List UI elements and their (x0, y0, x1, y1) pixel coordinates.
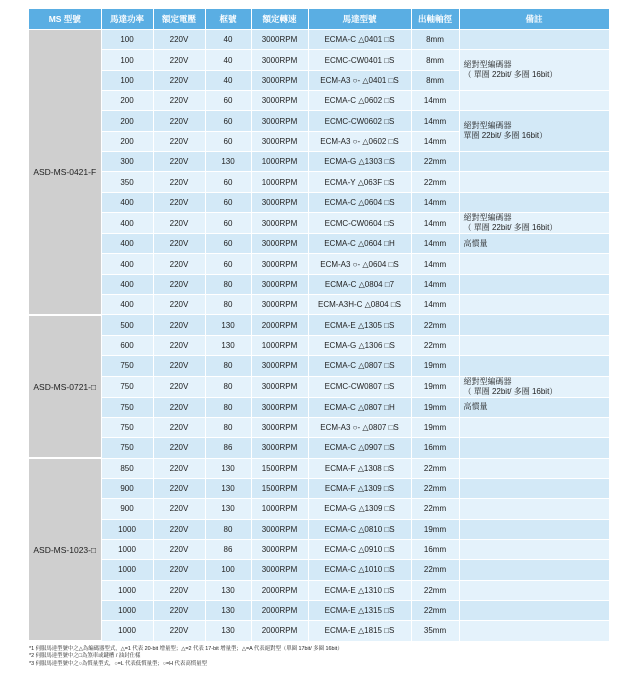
table-row (29, 315, 609, 335)
table-row (29, 192, 609, 212)
cell-frame: 60 (205, 131, 251, 151)
cell-shaft: 22mm (411, 478, 459, 498)
cell-remarks (459, 478, 609, 498)
cell-voltage: 220V (153, 376, 205, 397)
remark-line: （ 單圈 22bit/ 多圈 16bit） (463, 223, 558, 233)
table-row (29, 580, 609, 600)
cell-power: 100 (101, 50, 153, 70)
cell-model: ECMA-C △0602 □S (308, 91, 411, 111)
cell-frame: 130 (205, 499, 251, 519)
cell-power: 400 (101, 192, 153, 212)
cell-voltage: 220V (153, 621, 205, 641)
remark-line: （ 單圈 22bit/ 多圈 16bit） (463, 70, 558, 80)
header-motor-power: 馬達功率 (101, 9, 153, 30)
cell-shaft: 14mm (411, 131, 459, 151)
header-frame: 框號 (205, 9, 251, 30)
cell-power: 750 (101, 417, 153, 437)
cell-power: 200 (101, 131, 153, 151)
cell-shaft: 22mm (411, 499, 459, 519)
cell-model: ECMA-C △0807 □H (308, 397, 411, 417)
cell-remarks (459, 30, 609, 50)
cell-speed: 3000RPM (251, 519, 308, 539)
cell-speed: 1000RPM (251, 499, 308, 519)
cell-model: ECMA-E △1310 □S (308, 580, 411, 600)
cell-model: ECMC-CW0807 □S (308, 376, 411, 397)
cell-voltage: 220V (153, 417, 205, 437)
cell-frame: 40 (205, 70, 251, 90)
cell-frame: 80 (205, 519, 251, 539)
cell-speed: 3000RPM (251, 234, 308, 254)
cell-remarks (459, 172, 609, 192)
cell-voltage: 220V (153, 213, 205, 234)
cell-model: ECMA-F △1308 □S (308, 458, 411, 478)
cell-frame: 80 (205, 417, 251, 437)
cell-shaft: 14mm (411, 295, 459, 315)
table-row (29, 417, 609, 437)
cell-remarks (459, 499, 609, 519)
cell-model: ECMA-C △0810 □S (308, 519, 411, 539)
cell-shaft: 19mm (411, 519, 459, 539)
cell-shaft: 22mm (411, 152, 459, 172)
cell-remarks (459, 254, 609, 274)
table-row (29, 111, 609, 131)
cell-shaft: 19mm (411, 356, 459, 376)
cell-speed: 3000RPM (251, 213, 308, 234)
table-row (29, 254, 609, 274)
cell-model: ECMA-E △1315 □S (308, 600, 411, 620)
cell-voltage: 220V (153, 30, 205, 50)
cell-voltage: 220V (153, 274, 205, 294)
cell-frame: 86 (205, 539, 251, 559)
cell-shaft: 22mm (411, 315, 459, 335)
cell-speed: 3000RPM (251, 438, 308, 458)
cell-power: 200 (101, 91, 153, 111)
cell-shaft: 16mm (411, 438, 459, 458)
cell-power: 400 (101, 234, 153, 254)
cell-model: ECMA-C △0604 □S (308, 192, 411, 212)
table-row (29, 376, 609, 397)
table-row (29, 234, 609, 254)
header-rated-voltage: 額定電壓 (153, 9, 205, 30)
cell-remarks (459, 91, 609, 111)
cell-frame: 130 (205, 478, 251, 498)
cell-shaft: 14mm (411, 274, 459, 294)
cell-voltage: 220V (153, 131, 205, 151)
table-row (29, 335, 609, 355)
cell-frame: 80 (205, 274, 251, 294)
cell-frame: 130 (205, 335, 251, 355)
table-row (29, 91, 609, 111)
cell-voltage: 220V (153, 335, 205, 355)
cell-voltage: 220V (153, 152, 205, 172)
table-row (29, 152, 609, 172)
cell-speed: 3000RPM (251, 274, 308, 294)
cell-shaft: 8mm (411, 30, 459, 50)
cell-speed: 3000RPM (251, 192, 308, 212)
cell-shaft: 14mm (411, 213, 459, 234)
table-row (29, 50, 609, 70)
cell-speed: 2000RPM (251, 315, 308, 335)
cell-voltage: 220V (153, 356, 205, 376)
cell-speed: 1000RPM (251, 172, 308, 192)
cell-speed: 3000RPM (251, 91, 308, 111)
cell-frame: 130 (205, 580, 251, 600)
cell-model: ECM-A3 ○- △0602 □S (308, 131, 411, 151)
cell-shaft: 35mm (411, 621, 459, 641)
cell-speed: 1500RPM (251, 478, 308, 498)
cell-remarks (459, 519, 609, 539)
cell-remarks (459, 580, 609, 600)
cell-shaft: 8mm (411, 50, 459, 70)
cell-speed: 1500RPM (251, 458, 308, 478)
cell-remarks (459, 376, 609, 397)
cell-voltage: 220V (153, 499, 205, 519)
cell-frame: 60 (205, 172, 251, 192)
cell-remarks (459, 621, 609, 641)
cell-shaft: 19mm (411, 417, 459, 437)
cell-power: 1000 (101, 519, 153, 539)
cell-frame: 80 (205, 397, 251, 417)
cell-speed: 3000RPM (251, 111, 308, 131)
cell-model: ECMA-C △0804 □7 (308, 274, 411, 294)
cell-model: ECMA-E △1305 □S (308, 315, 411, 335)
footnote-1: *1 伺服馬達型號中之△為編碼器型式，△=1 代表 20-bit 增量型；△=2 代表 17-bit 增量型；△=A 代表絕對型（單圈 17bit/ 多圈 16bit） (29, 646, 343, 652)
cell-shaft: 22mm (411, 335, 459, 355)
cell-frame: 80 (205, 376, 251, 397)
cell-remarks (459, 50, 609, 91)
cell-model: ECMA-C △0807 □S (308, 356, 411, 376)
remark-line: 單圈 22bit/ 多圈 16bit） (463, 131, 548, 141)
cell-model: ECMA-G △1303 □S (308, 152, 411, 172)
cell-speed: 2000RPM (251, 580, 308, 600)
cell-frame: 80 (205, 356, 251, 376)
cell-voltage: 220V (153, 254, 205, 274)
cell-speed: 3000RPM (251, 560, 308, 580)
cell-voltage: 220V (153, 234, 205, 254)
footnote-2: *2 伺服馬達型號中之□為煞車或鍵槽 / 油封仕樣 (29, 653, 141, 660)
cell-model: ECM-A3H-C △0804 □S (308, 295, 411, 315)
cell-power: 900 (101, 499, 153, 519)
cell-power: 350 (101, 172, 153, 192)
cell-model: ECM-A3 ○- △0604 □S (308, 254, 411, 274)
header-motor-model: 馬達型號 (308, 9, 411, 30)
cell-remarks: 高慣量 (459, 234, 609, 254)
cell-speed: 3000RPM (251, 295, 308, 315)
cell-voltage: 220V (153, 458, 205, 478)
ms-model-group-cell: ASD-MS-0421-F (29, 30, 101, 315)
cell-model: ECMA-G △1306 □S (308, 335, 411, 355)
cell-model: ECMC-CW0602 □S (308, 111, 411, 131)
cell-voltage: 220V (153, 397, 205, 417)
cell-power: 1000 (101, 560, 153, 580)
cell-power: 750 (101, 397, 153, 417)
cell-model: ECMC-CW0604 □S (308, 213, 411, 234)
cell-speed: 3000RPM (251, 376, 308, 397)
cell-remarks (459, 295, 609, 315)
cell-model: ECM-A3 ○- △0807 □S (308, 417, 411, 437)
cell-frame: 60 (205, 213, 251, 234)
cell-remarks (459, 192, 609, 212)
table-row (29, 519, 609, 539)
cell-voltage: 220V (153, 580, 205, 600)
table-row (29, 213, 609, 234)
cell-shaft: 19mm (411, 376, 459, 397)
cell-frame: 130 (205, 315, 251, 335)
cell-frame: 100 (205, 560, 251, 580)
cell-voltage: 220V (153, 70, 205, 90)
cell-power: 1000 (101, 621, 153, 641)
cell-frame: 80 (205, 295, 251, 315)
cell-power: 400 (101, 274, 153, 294)
cell-frame: 86 (205, 438, 251, 458)
table-row (29, 478, 609, 498)
cell-frame: 40 (205, 50, 251, 70)
cell-frame: 130 (205, 458, 251, 478)
cell-remarks (459, 335, 609, 355)
cell-voltage: 220V (153, 295, 205, 315)
cell-power: 100 (101, 70, 153, 90)
motor-spec-table (29, 9, 610, 642)
cell-shaft: 22mm (411, 600, 459, 620)
cell-remarks (459, 152, 609, 172)
cell-power: 300 (101, 152, 153, 172)
cell-speed: 1000RPM (251, 152, 308, 172)
table-row (29, 295, 609, 315)
cell-model: ECMA-C △0910 □S (308, 539, 411, 559)
cell-voltage: 220V (153, 519, 205, 539)
cell-voltage: 220V (153, 172, 205, 192)
cell-power: 750 (101, 376, 153, 397)
cell-remarks (459, 560, 609, 580)
cell-remarks: 高慣量 (459, 397, 609, 417)
cell-voltage: 220V (153, 91, 205, 111)
cell-frame: 130 (205, 152, 251, 172)
cell-speed: 2000RPM (251, 600, 308, 620)
cell-power: 200 (101, 111, 153, 131)
cell-power: 1000 (101, 580, 153, 600)
cell-voltage: 220V (153, 539, 205, 559)
cell-power: 850 (101, 458, 153, 478)
cell-shaft: 14mm (411, 192, 459, 212)
cell-voltage: 220V (153, 192, 205, 212)
cell-power: 750 (101, 438, 153, 458)
cell-speed: 3000RPM (251, 539, 308, 559)
cell-power: 100 (101, 30, 153, 50)
cell-frame: 60 (205, 192, 251, 212)
cell-speed: 3000RPM (251, 50, 308, 70)
header-shaft-diameter: 出軸軸徑 (411, 9, 459, 30)
cell-frame: 60 (205, 91, 251, 111)
cell-model: ECMA-E △1815 □S (308, 621, 411, 641)
cell-shaft: 14mm (411, 254, 459, 274)
cell-frame: 130 (205, 621, 251, 641)
cell-model: ECM-A3 ○- △0401 □S (308, 70, 411, 90)
cell-speed: 3000RPM (251, 254, 308, 274)
cell-shaft: 22mm (411, 458, 459, 478)
cell-model: ECMA-C △0401 □S (308, 30, 411, 50)
cell-remarks (459, 111, 609, 152)
header-row (29, 9, 609, 30)
cell-model: ECMA-C △1010 □S (308, 560, 411, 580)
ms-model-group-cell: ASD-MS-0721-□ (29, 315, 101, 458)
table-row (29, 499, 609, 519)
cell-shaft: 14mm (411, 91, 459, 111)
cell-power: 500 (101, 315, 153, 335)
cell-shaft: 14mm (411, 111, 459, 131)
cell-power: 600 (101, 335, 153, 355)
cell-speed: 3000RPM (251, 70, 308, 90)
cell-model: ECMA-G △1309 □S (308, 499, 411, 519)
cell-power: 400 (101, 213, 153, 234)
cell-power: 1000 (101, 600, 153, 620)
table-row (29, 600, 609, 620)
cell-voltage: 220V (153, 315, 205, 335)
cell-shaft: 14mm (411, 234, 459, 254)
table-row (29, 172, 609, 192)
cell-voltage: 220V (153, 438, 205, 458)
cell-shaft: 8mm (411, 70, 459, 90)
table-row (29, 30, 609, 50)
table-row (29, 621, 609, 641)
cell-frame: 60 (205, 254, 251, 274)
footnotes (29, 646, 609, 668)
cell-speed: 3000RPM (251, 131, 308, 151)
table-row (29, 539, 609, 559)
cell-remarks (459, 539, 609, 559)
header-rated-speed: 額定轉速 (251, 9, 308, 30)
cell-speed: 3000RPM (251, 30, 308, 50)
cell-shaft: 22mm (411, 580, 459, 600)
cell-voltage: 220V (153, 50, 205, 70)
footnote-3: *3 伺服馬達型號中之○為慣量型式，○=L 代表低慣量型；○=H 代表高慣量型 (29, 660, 207, 667)
cell-speed: 1000RPM (251, 335, 308, 355)
cell-frame: 130 (205, 600, 251, 620)
table-row (29, 274, 609, 294)
cell-voltage: 220V (153, 111, 205, 131)
cell-power: 900 (101, 478, 153, 498)
cell-voltage: 220V (153, 600, 205, 620)
cell-remarks (459, 213, 609, 234)
cell-remarks (459, 315, 609, 335)
cell-power: 1000 (101, 539, 153, 559)
cell-shaft: 16mm (411, 539, 459, 559)
cell-voltage: 220V (153, 560, 205, 580)
cell-model: ECMA-F △1309 □S (308, 478, 411, 498)
cell-remarks (459, 417, 609, 437)
cell-speed: 2000RPM (251, 621, 308, 641)
cell-speed: 3000RPM (251, 356, 308, 376)
cell-remarks (459, 458, 609, 478)
cell-shaft: 22mm (411, 172, 459, 192)
cell-power: 400 (101, 295, 153, 315)
remark-line: （ 單圈 22bit/ 多圈 16bit） (463, 386, 558, 396)
cell-remarks (459, 600, 609, 620)
cell-remarks (459, 438, 609, 458)
cell-power: 750 (101, 356, 153, 376)
cell-shaft: 19mm (411, 397, 459, 417)
table-row (29, 560, 609, 580)
remark-line: 絕對型編碼器 (463, 121, 512, 131)
remark-line: 絕對型編碼器 (463, 60, 512, 70)
cell-model: ECMA-C △0604 □H (308, 234, 411, 254)
cell-shaft: 22mm (411, 560, 459, 580)
cell-model: ECMC-CW0401 □S (308, 50, 411, 70)
cell-frame: 40 (205, 30, 251, 50)
cell-frame: 60 (205, 111, 251, 131)
ms-model-group-cell: ASD-MS-1023-□ (29, 458, 101, 641)
table-row (29, 356, 609, 376)
cell-model: ECMA-Y △063F □S (308, 172, 411, 192)
header-ms-model: MS 型號 (29, 9, 101, 30)
cell-voltage: 220V (153, 478, 205, 498)
cell-remarks (459, 356, 609, 376)
cell-model: ECMA-C △0907 □S (308, 438, 411, 458)
table-body (29, 30, 609, 642)
remark-line: 絕對型編碼器 (463, 376, 512, 386)
cell-frame: 60 (205, 234, 251, 254)
cell-remarks (459, 274, 609, 294)
cell-speed: 3000RPM (251, 397, 308, 417)
table-row (29, 397, 609, 417)
header-remarks: 備註 (459, 9, 609, 30)
table-row (29, 458, 609, 478)
cell-power: 400 (101, 254, 153, 274)
table-row (29, 438, 609, 458)
remark-line: 絕對型編碼器 (463, 213, 512, 223)
cell-speed: 3000RPM (251, 417, 308, 437)
